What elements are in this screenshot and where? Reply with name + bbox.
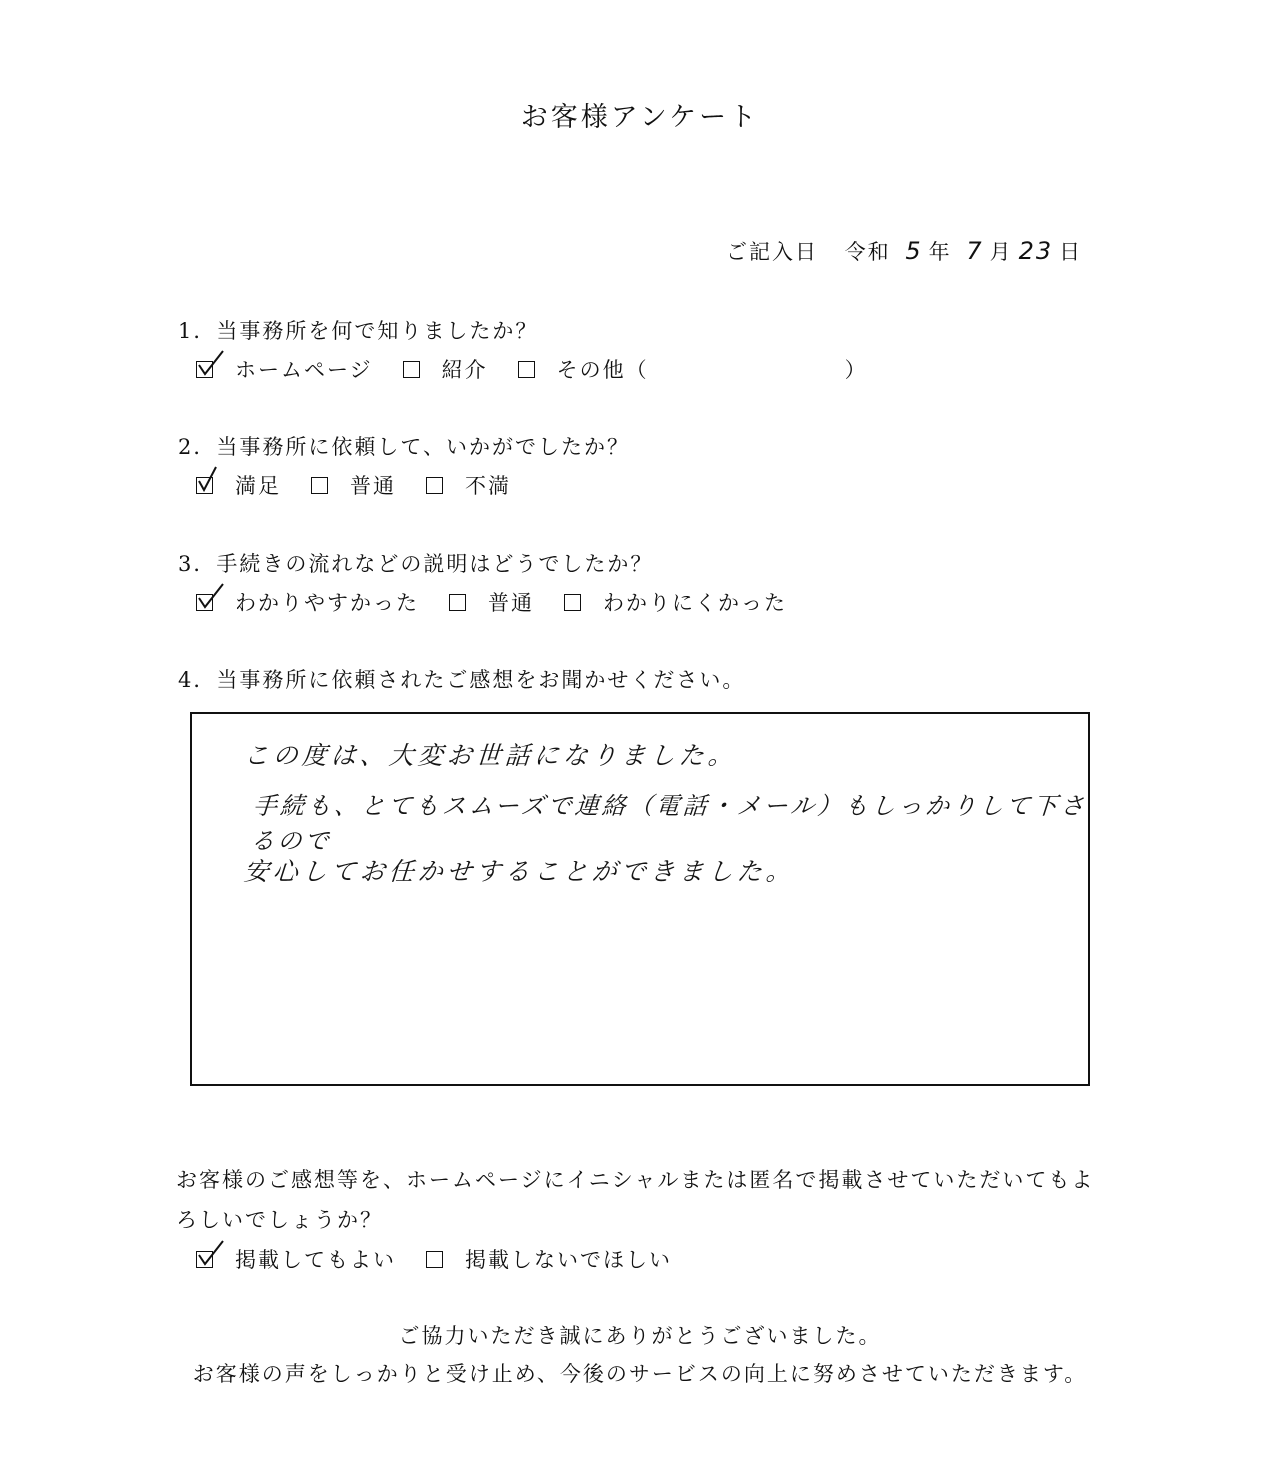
consent-option-deny[interactable] — [426, 1244, 672, 1274]
q2-options — [196, 470, 541, 500]
checkmark-icon — [196, 582, 226, 612]
entry-date — [726, 236, 1082, 266]
q3-checkbox-easy[interactable] — [196, 594, 213, 611]
q2-checkbox-satisfied[interactable] — [196, 477, 213, 494]
q1-option-label: その他（ — [556, 358, 649, 382]
thanks-line2: お客様の声をしっかりと受け止め、今後のサービスの向上に努めさせていただきます。 — [192, 1362, 1088, 1386]
checkmark-icon — [196, 1239, 226, 1269]
date-day[interactable]: 23 — [1018, 237, 1054, 265]
q2-option-label: 不満 — [465, 474, 511, 498]
q1-options — [196, 354, 898, 384]
q2-option-dissatisfied[interactable] — [426, 470, 511, 500]
q3-option-normal[interactable] — [449, 587, 534, 617]
q2-checkbox-normal[interactable] — [311, 477, 328, 494]
q1-option-other[interactable] — [518, 354, 868, 384]
q1-checkbox-referral[interactable] — [403, 361, 420, 378]
consent-option-label: 掲載してもよい — [235, 1248, 396, 1272]
q1-option-label: 紹介 — [441, 358, 488, 382]
q3-option-label: 普通 — [488, 591, 534, 615]
consent-question-line1: お客様のご感想等を、ホームページにイニシャルまたは匿名で掲載させていただいてもよ — [176, 1168, 1095, 1192]
q1-checkbox-other[interactable] — [518, 361, 535, 378]
consent-option-allow[interactable] — [196, 1244, 396, 1274]
q1-other-close: ） — [844, 358, 868, 382]
q3-option-label: わかりやすかった — [235, 591, 419, 615]
q4-question: 4．当事務所に依頼されたご感想をお聞かせください。 — [178, 668, 746, 692]
q3-option-label: わかりにくかった — [603, 591, 787, 615]
date-year[interactable]: 5 — [905, 237, 923, 265]
q3-question: 3．手続きの流れなどの説明はどうでしたか？ — [178, 552, 654, 576]
page-title: お客様アンケート — [520, 102, 760, 133]
consent-option-label: 掲載しないでほしい — [465, 1248, 672, 1272]
date-day-unit: 日 — [1059, 240, 1083, 264]
q2-option-label: 普通 — [350, 474, 396, 498]
checkmark-icon — [196, 465, 226, 495]
comment-line: この度は、大変お世話になりました。 — [242, 741, 738, 770]
q2-question: 2．当事務所に依頼して、いかがでしたか？ — [178, 435, 630, 459]
checkmark-icon — [196, 349, 226, 379]
q1-option-referral[interactable] — [403, 354, 488, 384]
q1-checkbox-homepage[interactable] — [196, 361, 213, 378]
q3-checkbox-normal[interactable] — [449, 594, 466, 611]
consent-checkbox-deny[interactable] — [426, 1251, 443, 1268]
date-era: 令和 — [844, 240, 891, 264]
q3-option-hard[interactable] — [564, 587, 787, 617]
q1-option-label: ホームページ — [235, 358, 373, 382]
q2-checkbox-dissatisfied[interactable] — [426, 477, 443, 494]
thanks-line1: ご協力いただき誠にありがとうございました。 — [398, 1324, 882, 1348]
q3-checkbox-hard[interactable] — [564, 594, 581, 611]
comment-line: 安心してお任かせすることができました。 — [242, 857, 796, 886]
date-month[interactable]: 7 — [966, 237, 984, 265]
q2-option-satisfied[interactable] — [196, 470, 281, 500]
date-month-unit: 月 — [989, 240, 1013, 264]
q1-option-homepage[interactable] — [196, 354, 373, 384]
date-label: ご記入日 — [726, 240, 818, 264]
comment-textarea[interactable] — [190, 712, 1090, 1086]
q1-question: 1．当事務所を何で知りましたか？ — [178, 319, 539, 343]
consent-options — [196, 1244, 702, 1274]
q3-option-easy[interactable] — [196, 587, 419, 617]
date-year-unit: 年 — [928, 240, 952, 264]
q3-options — [196, 587, 817, 617]
q2-option-label: 満足 — [235, 474, 281, 498]
comment-line: 手続も、とてもスムーズで連絡（電話・メール）もしっかりして下さるので — [249, 792, 1089, 855]
consent-question-line2: ろしいでしょうか？ — [176, 1208, 383, 1232]
consent-checkbox-allow[interactable] — [196, 1251, 213, 1268]
q2-option-normal[interactable] — [311, 470, 396, 500]
